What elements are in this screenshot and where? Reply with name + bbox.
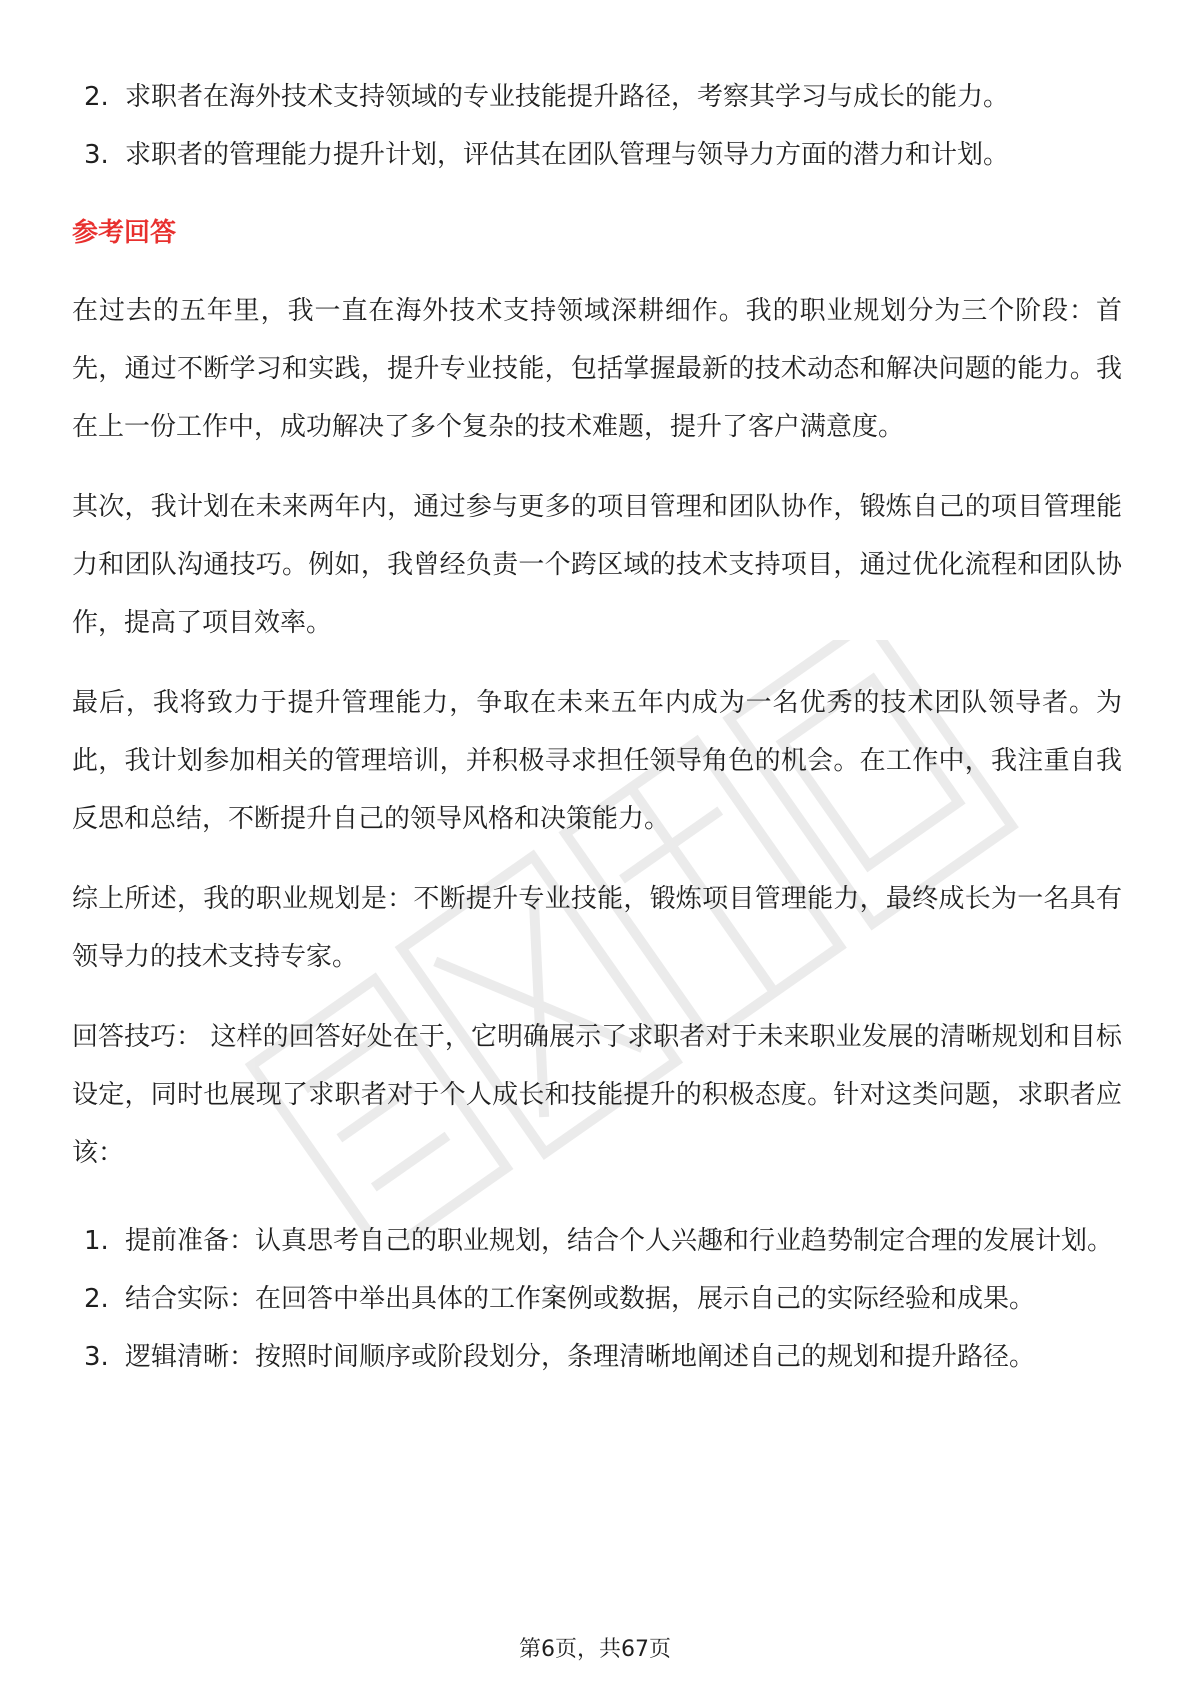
answer-paragraph: 综上所述，我的职业规划是：不断提升专业技能，锻炼项目管理能力，最终成长为一名具有领导力的技术支持专家。 — [72, 884, 1122, 972]
list-item — [72, 1212, 1122, 1270]
section-heading: 参考回答 — [72, 218, 177, 248]
answer-paragraph: 其次，我计划在未来两年内，通过参与更多的项目管理和团队协作，锻炼自己的项目管理能力和团队沟通技巧。例如，我曾经负责一个跨区域的技术支持项目，通过优化流程和团队协作，提高了项目效率。 — [72, 492, 1122, 638]
list-item — [72, 68, 1122, 126]
list-item-text: 逻辑清晰：按照时间顺序或阶段划分，条理清晰地阐述自己的规划和提升路径。 — [125, 1342, 1036, 1372]
answer-tips-paragraph: 回答技巧： 这样的回答好处在于，它明确展示了求职者对于未来职业发展的清晰规划和目标设定，同时也展现了求职者对于个人成长和技能提升的积极态度。针对这类问题，求职者应该： — [72, 1022, 1122, 1168]
answer-paragraph: 最后，我将致力于提升管理能力，争取在未来五年内成为一名优秀的技术团队领导者。为此，我计划参加相关的管理培训，并积极寻求担任领导角色的机会。在工作中，我注重自我反思和总结，不断提升自己的领导风格和决策能力。 — [72, 688, 1122, 834]
evaluation-points-list — [72, 68, 1122, 184]
tips-list — [72, 1212, 1122, 1386]
list-item-number: 3. — [84, 1342, 109, 1372]
list-item-text: 结合实际：在回答中举出具体的工作案例或数据，展示自己的实际经验和成果。 — [125, 1284, 1036, 1314]
list-item-number: 1. — [84, 1226, 109, 1256]
answer-paragraph: 在过去的五年里，我一直在海外技术支持领域深耕细作。我的职业规划分为三个阶段：首先，通过不断学习和实践，提升专业技能，包括掌握最新的技术动态和解决问题的能力。我在上一份工作中，成功解决了多个复杂的技术难题，提升了客户满意度。 — [72, 296, 1122, 442]
list-item — [72, 126, 1122, 184]
list-item-text: 提前准备：认真思考自己的职业规划，结合个人兴趣和行业趋势制定合理的发展计划。 — [125, 1226, 1114, 1256]
list-item-number: 3. — [84, 140, 109, 170]
content-area — [72, 68, 1122, 1386]
list-item-text: 求职者在海外技术支持领域的专业技能提升路径，考察其学习与成长的能力。 — [125, 82, 1010, 112]
list-item-text: 求职者的管理能力提升计划，评估其在团队管理与领导力方面的潜力和计划。 — [125, 140, 1010, 170]
list-item — [72, 1328, 1122, 1386]
list-item-number: 2. — [84, 1284, 109, 1314]
list-item-number: 2. — [84, 82, 109, 112]
page-footer: 第6页，共67页 — [519, 1637, 671, 1662]
list-item — [72, 1270, 1122, 1328]
